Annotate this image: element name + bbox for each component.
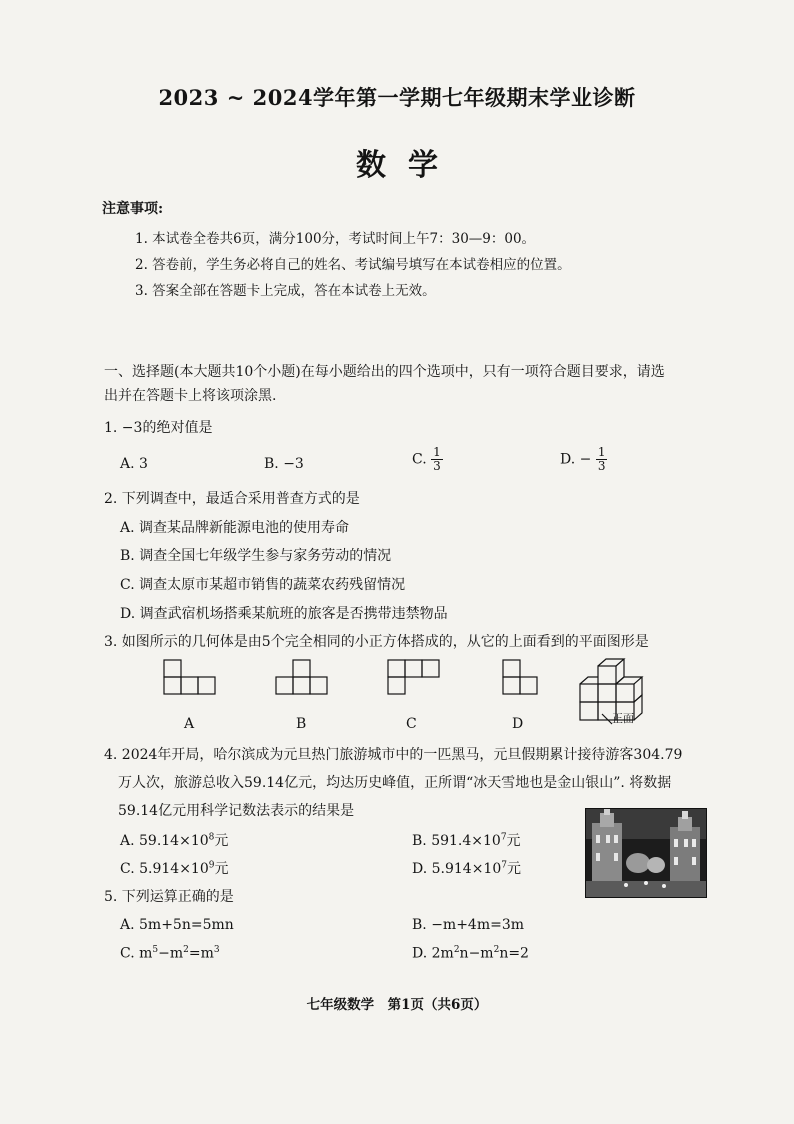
q4-option-a	[120, 830, 228, 850]
q1-option-d	[560, 446, 607, 473]
q4-c-exponent: 9	[208, 860, 215, 871]
q4-b-base: B. 591.4×10	[412, 833, 501, 849]
q5-option-d	[412, 945, 529, 962]
q3-stem: 3. 如图所示的几何体是由5个完全相同的小正方体搭成的，从它的上面看到的平面图形是	[104, 634, 649, 650]
q3-label-b: B	[296, 716, 307, 732]
q4-c-base: C. 5.914×10	[120, 861, 209, 877]
q1-d-prefix: D. −	[560, 451, 592, 468]
q1-c-fraction	[431, 446, 443, 473]
q3-option-d-figure	[503, 660, 537, 694]
q2-option-b: B. 调查全国七年级学生参与家务劳动的情况	[120, 548, 392, 564]
q5-d-part3: n=2	[499, 945, 529, 962]
q4-a-base: A. 59.14×10	[120, 833, 209, 849]
section-line-1: 一、选择题(本大题共10个小题)在每小题给出的四个选项中，只有一项符合题目要求，请选	[104, 364, 665, 380]
q4-b-unit: 元	[506, 833, 521, 849]
q1-d-denominator: 3	[597, 459, 606, 473]
q4-a-unit: 元	[214, 833, 229, 849]
q5-c-exp1: 5	[152, 945, 159, 955]
q5-c-exp2: 2	[183, 945, 189, 955]
section-line-2: 出并在答题卡上将该项涂黑.	[104, 388, 277, 404]
q5-d-exp2: 2	[493, 945, 500, 955]
q3-label-c: C	[406, 716, 417, 732]
q4-d-exponent: 7	[501, 860, 507, 871]
q4-line-2: 万人次，旅游总收入59.14亿元，均达历史峰值，正所谓“冰天雪地也是金山银山”. 将数据	[118, 775, 672, 791]
q3-option-b-figure	[276, 660, 327, 694]
q3-front-label: 正面	[612, 712, 634, 725]
notice-item: 1. 本试卷全卷共6页，满分100分，考试时间上午7：30—9：00。	[135, 231, 536, 247]
q4-c-unit: 元	[214, 861, 229, 877]
q2-stem: 2. 下列调查中，最适合采用普查方式的是	[104, 491, 360, 507]
q4-d-unit: 元	[506, 861, 521, 877]
q5-d-part: D. 2m	[412, 945, 454, 962]
q4-d-base: D. 5.914×10	[412, 861, 502, 877]
q5-stem: 5. 下列运算正确的是	[104, 889, 234, 905]
q1-option-c	[412, 446, 443, 473]
q3-option-a-figure	[164, 660, 215, 694]
q5-option-a: A. 5m+5n=5mn	[120, 917, 234, 933]
q1-stem: 1. −3的绝对值是	[104, 420, 213, 436]
q5-c-exp3: 3	[213, 945, 220, 955]
q4-b-exponent: 7	[500, 832, 507, 843]
section-instruction	[104, 360, 718, 408]
subject-title: 数学	[356, 148, 460, 183]
q3-label-d: D	[512, 716, 524, 732]
q5-option-c	[120, 945, 220, 962]
notice-heading: 注意事项:	[102, 201, 164, 217]
q3-option-c-figure	[388, 660, 439, 694]
notice-item: 3. 答案全部在答题卡上完成，答在本试卷上无效。	[135, 283, 436, 299]
page-footer: 七年级数学 第1页（共6页）	[306, 997, 488, 1013]
q5-c-part3: =m	[188, 945, 214, 962]
q1-d-fraction	[596, 446, 608, 473]
notice-item: 2. 答卷前，学生务必将自己的姓名、考试编号填写在本试卷相应的位置。	[135, 257, 571, 273]
q2-option-c: C. 调查太原市某超市销售的蔬菜农药残留情况	[120, 577, 406, 593]
q1-c-numerator: 1	[433, 445, 441, 459]
q4-option-b	[412, 830, 521, 850]
q4-option-c	[120, 858, 228, 878]
q4-option-d	[412, 858, 521, 878]
q4-a-exponent: 8	[208, 832, 215, 843]
q1-option-b: B. −3	[264, 456, 304, 472]
harbin-photo	[585, 808, 707, 898]
q5-d-exp1: 2	[453, 945, 460, 955]
q1-option-a: A. 3	[120, 456, 148, 472]
q5-c-part: C. m	[120, 945, 153, 962]
q3-label-a: A	[184, 716, 195, 732]
harbin-photo-image	[586, 809, 706, 897]
q5-option-b: B. −m+4m=3m	[412, 917, 525, 933]
exam-title: 2023 ~ 2024学年第一学期七年级期末学业诊断	[158, 85, 636, 110]
q2-option-a: A. 调查某品牌新能源电池的使用寿命	[120, 520, 350, 536]
q1-c-prefix: C.	[412, 451, 427, 468]
q4-line-1: 4. 2024年开局，哈尔滨成为元旦热门旅游城市中的一匹黑马，元旦假期累计接待游客304.79	[104, 747, 683, 763]
q1-c-denominator: 3	[433, 459, 441, 473]
q4-line-3: 59.14亿元用科学记数法表示的结果是	[118, 803, 355, 819]
q2-option-d: D. 调查武宿机场搭乘某航班的旅客是否携带违禁物品	[120, 606, 448, 622]
q5-c-part2: −m	[158, 945, 184, 962]
q5-d-part2: n−m	[459, 945, 494, 962]
q1-d-numerator: 1	[597, 445, 606, 459]
